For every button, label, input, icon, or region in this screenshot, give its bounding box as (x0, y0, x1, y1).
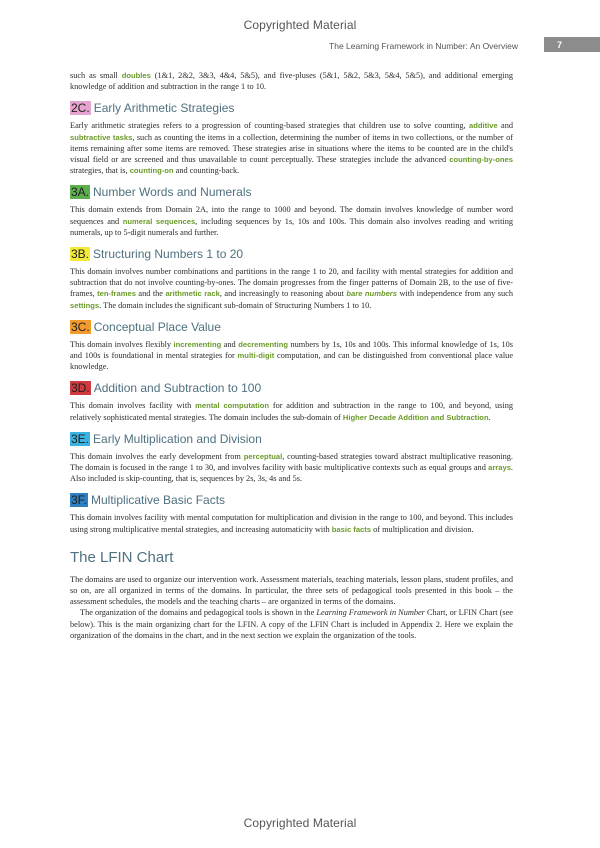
domain-code-badge: 3F. (71, 493, 88, 508)
section-body-3a: This domain extends from Domain 2A, into the range to 1000 and beyond. The domain involves knowledge of number word sequences and numeral sequences, including sequences by 1s, 10s and 100s. This domain also involves reading and writing numerals, up to 5-digit numerals and further. (70, 205, 514, 237)
keyword: arrays (488, 463, 511, 473)
page-content (70, 70, 513, 641)
section-title: Early Multiplication and Division (93, 431, 262, 446)
keyword: additive (468, 121, 498, 131)
copyright-watermark-top: Copyrighted Material (243, 18, 357, 32)
keyword: perceptual (243, 451, 283, 461)
keyword: numeral sequences (122, 216, 196, 226)
keyword: counting-on (129, 166, 174, 176)
keyword: incrementing (173, 339, 222, 349)
section-title: Number Words and Numerals (93, 185, 252, 200)
book-title: Learning Framework in Number (316, 608, 425, 618)
lfin-chart-heading: The LFIN Chart (70, 548, 174, 566)
section-title: Structuring Numbers 1 to 20 (93, 247, 244, 262)
section-heading-3a (70, 185, 513, 199)
section-heading-3e (70, 432, 513, 446)
page-number: 7 (544, 37, 600, 52)
keyword: counting-by-ones (449, 155, 513, 165)
keyword: settings (70, 300, 100, 310)
domain-code-badge: 3B. (71, 247, 90, 262)
section-body-2c: Early arithmetic strategies refers to a progression of counting-based strategies that children use to solve counting, additive and subtractive tasks, such as counting the items in a collection, determining the number of items in two collections, or the number of items remaining after some items are removed. These strategies arise in situations where the items to be counted are in the child's visual field or are screened and thus unavailable to count perceptually. These strategies include the advanced counting-by-ones strategies, that is, counting-on and counting-back. (70, 121, 514, 176)
keyword: arithmetic rack (165, 289, 220, 299)
section-heading-2c (70, 101, 513, 115)
section-body-3f: This domain involves facility with mental computation for multiplication and division in the range to 100, and beyond. This includes using strong multiplicative mental strategies, and increasing automaticity with basic facts of multiplication and division. (70, 513, 513, 534)
keyword: basic facts (331, 524, 372, 534)
section-body-3d: This domain involves facility with mental computation for addition and subtraction in the range to 100, and beyond, using relatively sophisticated mental strategies. The domain includes the sub-domain of Higher Decade Addition and Subtraction. (70, 401, 513, 422)
section-body-3b: This domain involves number combinations and partitions in the range 1 to 20, and facility with mental strategies for addition and subtraction that do not involve counting-by-ones. The domain progresses from the finger patterns of Domain 2B, to the use of five-frames, ten-frames and the arithmetic rack, and increasingly to reasoning about bare numbers with independence from any such settings. The domain includes the significant sub-domain of Structuring Numbers 1 to 10. (70, 267, 513, 310)
lfin-paragraph-2: The organization of the domains and pedagogical tools is shown in the Learning Framework in Number Chart, or LFIN Chart (see below). This is the main organizing chart for the LFIN. A copy of the LFIN Chart is included in Appendix 2. Here we explain the organization of the domains in the chart, and in the next section we explain the organization of the tools. (70, 608, 513, 640)
domain-code-badge: 3D. (71, 381, 90, 396)
keyword: subtractive tasks (70, 132, 133, 142)
section-body-3e: This domain involves the early development from perceptual, counting-based strategies toward abstract multiplicative reasoning. The domain is focused in the range 1 to 30, and involves facility with basic multiplicative contexts such as equal groups and arrays. Also included is skip-counting, that is, sequences by 2s, 3s, 4s and 5s. (70, 451, 513, 484)
section-heading-3b (70, 247, 513, 261)
keyword: decrementing (238, 339, 289, 349)
domain-code-badge: 3A. (71, 185, 90, 200)
section-title: Conceptual Place Value (93, 319, 221, 334)
keyword: multi-digit (237, 351, 275, 361)
keyword: doubles (121, 71, 151, 80)
copyright-watermark-bottom: Copyrighted Material (243, 816, 357, 830)
section-heading-3d (70, 381, 513, 395)
domain-code-badge: 3E. (71, 431, 90, 446)
keyword: mental computation (195, 401, 269, 411)
lfin-paragraph-1: The domains are used to organize our intervention work. Assessment materials, teaching materials, lesson plans, student profiles, and so on, are all organized in terms of the domains. In particular, the three sets of pedagogical tools presented in this book – the assessment schedules, the models and the teaching charts – are organized in terms of the domains. (70, 574, 513, 607)
section-body-3c: This domain involves flexibly incrementing and decrementing numbers by 1s, 10s and 100s. This informal knowledge of 1s, 10s and 100s is foundational in mental strategies for multi-digit computation, and can be distinguished from conventional place value knowledge. (70, 339, 513, 372)
keyword: Higher Decade Addition and Subtraction (342, 412, 489, 422)
section-title: Multiplicative Basic Facts (91, 493, 226, 508)
section-heading-3f (70, 493, 513, 507)
intro-paragraph: such as small doubles (1&1, 2&2, 3&3, 4&4, 5&5), and five-pluses (5&1, 5&2, 5&3, 5&4, 5&5), and additional emerging knowledge of addition and subtraction in the range 1 to 10. (70, 71, 513, 92)
section-title: Addition and Subtraction to 100 (93, 381, 262, 396)
domain-code-badge: 3C. (71, 319, 90, 334)
keyword: bare numbers (346, 289, 397, 299)
domain-code-badge: 2C. (71, 101, 90, 116)
section-title: Early Arithmetic Strategies (93, 101, 235, 116)
running-head: The Learning Framework in Number: An Overview (329, 41, 518, 51)
section-heading-3c (70, 320, 513, 334)
keyword: ten-frames (97, 289, 136, 299)
